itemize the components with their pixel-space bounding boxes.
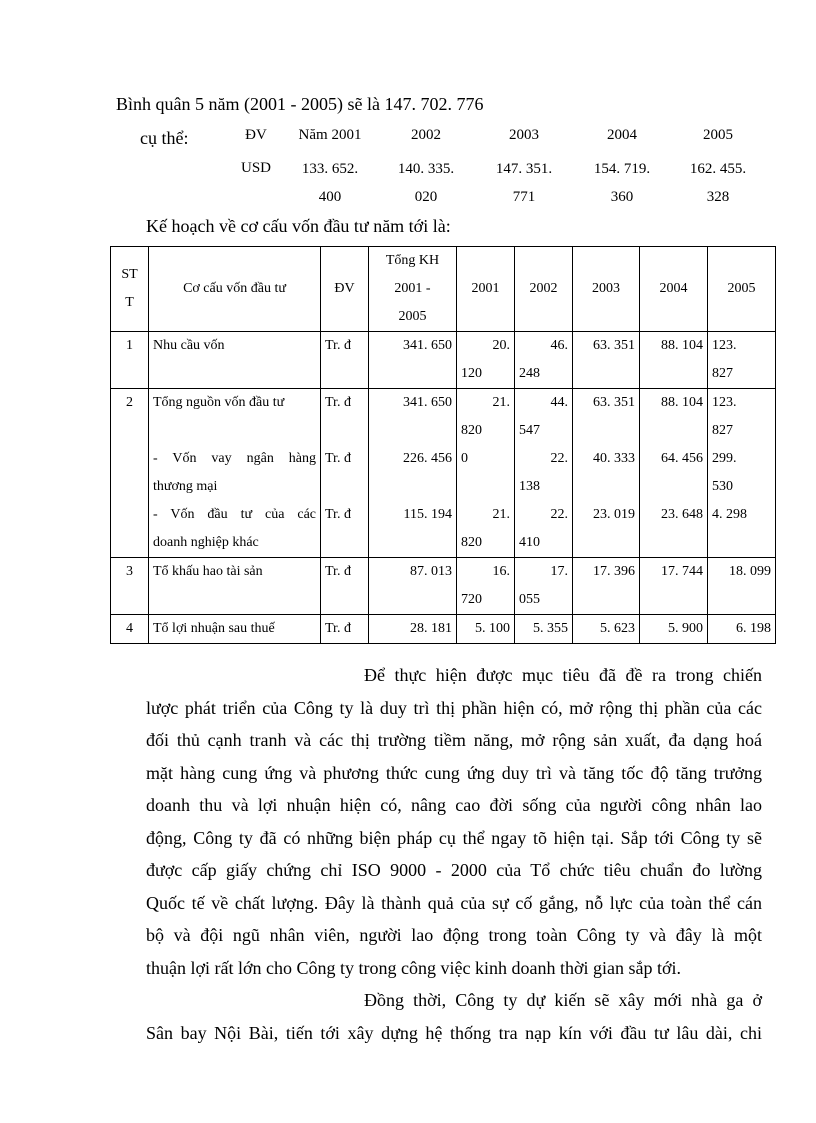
row-2001: 16. 720 <box>457 558 515 615</box>
row-2005: 18. 099 <box>708 558 776 615</box>
row-2003: 17. 396 <box>573 558 640 615</box>
row-total: 28. 181 <box>369 615 457 644</box>
row-2002: 5. 355 <box>515 615 573 644</box>
detail-label: cụ thể: <box>140 128 189 148</box>
summary-value-2004: 154. 719. 360 <box>593 161 651 205</box>
summary-value-2005: 162. 455. 328 <box>689 161 747 205</box>
header-2002: 2002 <box>515 247 573 332</box>
summary-value-2002: 140. 335. 020 <box>397 161 455 205</box>
plan-heading: Kế hoạch về cơ cấu vốn đầu tư năm tới là: <box>146 216 451 236</box>
average-summary-line: Bình quân 5 năm (2001 - 2005) sẽ là 147. 702. 776 <box>116 94 484 114</box>
table-row <box>111 615 776 644</box>
row-name: Nhu cầu vốn <box>149 332 321 389</box>
row-2001: 21. 820 0 21. 820 <box>457 389 515 558</box>
summary-year-2004: 2004 <box>607 127 637 143</box>
investment-structure-table <box>110 246 776 644</box>
row-unit: Tr. đ <box>321 558 369 615</box>
row-2005: 6. 198 <box>708 615 776 644</box>
header-2004: 2004 <box>640 247 708 332</box>
row-stt: 1 <box>111 332 149 389</box>
header-2005: 2005 <box>708 247 776 332</box>
row-2003: 5. 623 <box>573 615 640 644</box>
row-stt: 4 <box>111 615 149 644</box>
table-header-row <box>111 247 776 332</box>
header-2003: 2003 <box>573 247 640 332</box>
row-stt: 3 <box>111 558 149 615</box>
row-2003: 63. 351 40. 333 23. 019 <box>573 389 640 558</box>
row-2002: 17. 055 <box>515 558 573 615</box>
summary-unit-header: ĐV <box>245 127 267 143</box>
header-stt: ST T <box>111 247 149 332</box>
row-unit: Tr. đ <box>321 615 369 644</box>
table-row <box>111 558 776 615</box>
summary-value-2003: 147. 351. 771 <box>495 161 553 205</box>
table-row <box>111 389 776 558</box>
row-unit: Tr. đ <box>321 332 369 389</box>
summary-year-2001: Năm 2001 <box>298 127 362 143</box>
row-2002: 46. 248 <box>515 332 573 389</box>
row-2004: 17. 744 <box>640 558 708 615</box>
row-2003: 63. 351 <box>573 332 640 389</box>
row-unit: Tr. đ Tr. đ Tr. đ <box>321 389 369 558</box>
row-name: Tổng nguồn vốn đầu tư - Vốn vay ngân hàng thương mại - Vốn đầu tư của các doanh nghiệp khác <box>149 389 321 558</box>
table-row <box>111 332 776 389</box>
row-total: 341. 650 <box>369 332 457 389</box>
summary-unit-value: USD <box>240 160 271 176</box>
summary-year-2003: 2003 <box>509 127 539 143</box>
row-2004: 5. 900 <box>640 615 708 644</box>
header-2001: 2001 <box>457 247 515 332</box>
row-2004: 88. 104 <box>640 332 708 389</box>
row-stt: 2 <box>111 389 149 558</box>
row-2001: 5. 100 <box>457 615 515 644</box>
paragraph-new-terminal: Đồng thời, Công ty dự kiến sẽ xây mới nhà ga ở Sân bay Nội Bài, tiến tới xây dựng hệ thống tra nạp kín với đầu tư lâu dài, chi <box>146 990 762 1043</box>
row-name: Tổ khấu hao tài sản <box>149 558 321 615</box>
header-unit: ĐV <box>321 247 369 332</box>
header-total: Tổng KH 2001 - 2005 <box>369 247 457 332</box>
row-2001: 20. 120 <box>457 332 515 389</box>
row-total: 87. 013 <box>369 558 457 615</box>
row-name: Tổ lợi nhuận sau thuế <box>149 615 321 644</box>
row-2004: 88. 104 64. 456 23. 648 <box>640 389 708 558</box>
summary-year-2002: 2002 <box>411 127 441 143</box>
row-2005: 123. 827 299. 530 4. 298 <box>708 389 776 558</box>
summary-year-2005: 2005 <box>703 127 733 143</box>
summary-value-2001: 133. 652. 400 <box>301 161 359 205</box>
row-2005: 123. 827 <box>708 332 776 389</box>
header-structure: Cơ cấu vốn đầu tư <box>149 247 321 332</box>
paragraph-strategy: Để thực hiện được mục tiêu đã đề ra trong chiến lược phát triển của Công ty là duy trì thị phần hiện có, mở rộng thị phần của các đối thủ cạnh tranh và các thị trường tiềm năng, mở rộng sản xuất, đa dạng hoá mặt hàng cung ứng và phương thức cung ứng duy trì và tăng tốc độ tăng trưởng doanh thu và lợi nhuận hiện có, nâng cao đời sống của người công nhân lao động, Công ty đã có những biện pháp cụ thể ngay tõ hiện tại. Sắp tới Công ty sẽ được cấp giấy chứng chỉ ISO 9000 - 2000 của Tổ chức tiêu chuẩn đo lường Quốc tế về chất lượng. Đây là thành quả của sự cố gắng, nỗ lực của toàn thể cán bộ và đội ngũ nhân viên, người lao động trong toàn Công ty và đây là một thuận lợi rất lớn cho Công ty trong công việc kinh doanh thời gian sắp tới. <box>146 665 762 978</box>
row-2002: 44. 547 22. 138 22. 410 <box>515 389 573 558</box>
row-total: 341. 650 226. 456 115. 194 <box>369 389 457 558</box>
